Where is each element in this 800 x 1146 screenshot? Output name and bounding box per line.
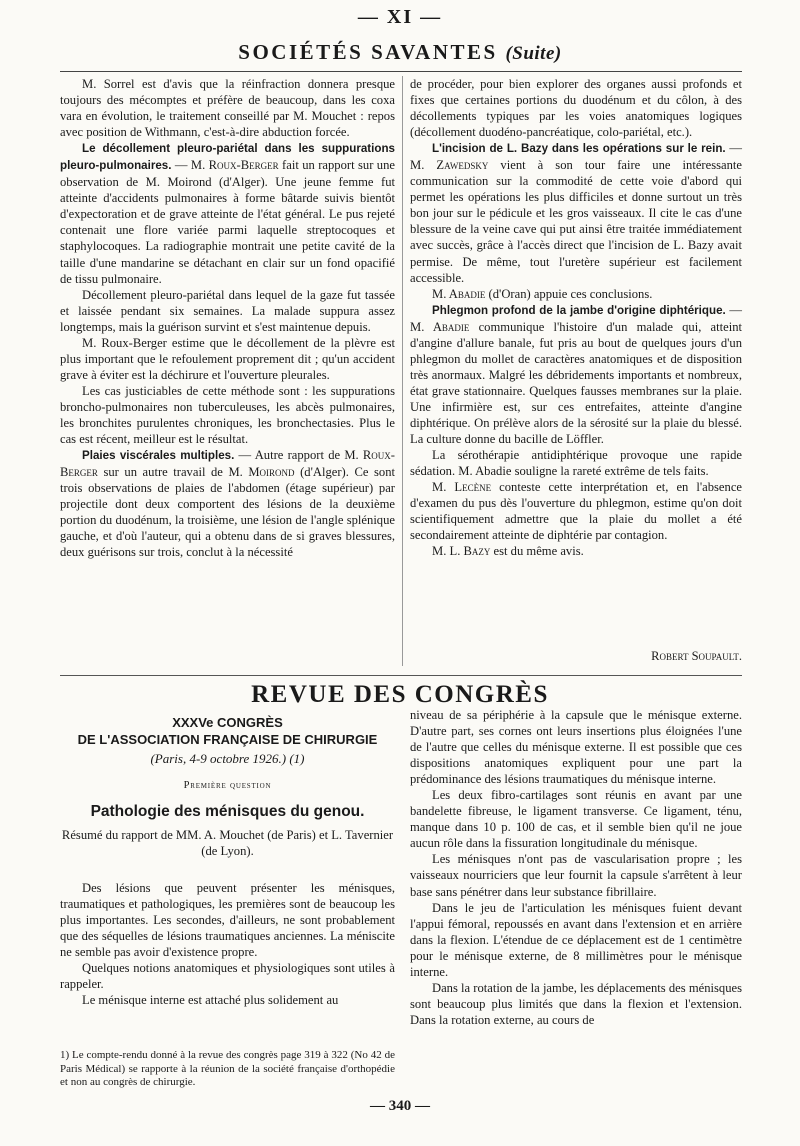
column-left-bottom (60, 880, 395, 1008)
paragraph-text: vient à son tour faire une intéressante communication sur la commodité de cette voie d'abord qui permet les opérations les plus difficiles et donne surtout un très bon jour sur le pédicule et les gros vaisseaux. Il cite le cas d'une blessure de la veine cave qui put ainsi être traitée immédiatement avec succès, grâce à l'accès direct que l'incision de L. Bazy avait permise. De même, tout l'uretère supérieur est facilement accessible. (410, 158, 742, 285)
paragraph: Les cas justiciables de cette méthode sont : les suppurations broncho-pulmonaires non tuberculeuses, les abcès pulmonaires, les bronchites purulentes chroniques, les bronchectasies. Plus le cas est récent, meilleur est le résultat. (60, 383, 395, 447)
signature: Robert Soupault. (651, 649, 742, 663)
paragraph: Dans le jeu de l'articulation les ménisques fuient devant l'appui fémoral, repoussés en avant dans l'extension et en arrière dans la flexion. L'étendue de ce déplacement est de 1 centimètre pour le ménisque externe, de 8 millimètres pour le ménisque interne. (410, 900, 742, 979)
paragraph: Les ménisques n'ont pas de vascularisation propre ; les vaisseaux nourriciers que leur fournit la capsule s'arrêtent à leur base sans pénétrer dans leur substance fibrillaire. (410, 852, 742, 899)
article-title: Pathologie des ménisques du genou. (90, 803, 365, 820)
column-right-bottom (410, 707, 742, 1028)
paragraph: niveau de sa périphérie à la capsule que le ménisque externe. D'autre part, ses cornes ont leurs insertions plus éloignées l'une de l'autre que celles du ménisque externe. Il est possible que ces dispositions anatomiques expliquent pour une part la prédominance des lésions traumatiques du ménisque interne. (410, 708, 742, 787)
article-heading: Phlegmon profond de la jambe d'origine diphtérique. (432, 303, 726, 317)
paragraph-text: est du même avis. (490, 544, 584, 559)
question-label: Première question (183, 780, 272, 791)
dash: — (171, 158, 191, 173)
paragraph: Phlegmon profond de la jambe d'origine diphtérique. — M. Abadie communique l'histoire d'un malade qui, atteint d'angine d'allure banale, fut pris au bout de quelques jours d'un phlegmon du mollet de caractères anatomiques et de disposition très anormaux. Malgré les débridements importants et nombreux, état grave stationnaire. Quelques fausses membranes sur la plaie. Une infirmière est, sur ces entrefaites, atteinte d'angine diphtérique. On prélève alors de la sérosité sur la plaie du blessé. La culture donne du bacille de Löffler. (410, 302, 743, 447)
author-name: M. Lecène (432, 480, 492, 495)
column-right-top (410, 76, 742, 559)
paragraph: M. Roux-Berger estime que le décollement de la plèvre est plus important que le refoulement proprement dit ; qu'un accident grave à éviter est la déchirure et l'ouverture pleurales. (60, 335, 395, 382)
author-name: M. Abadie (432, 286, 486, 301)
mid-rule (60, 675, 742, 676)
author-name: M. Moirond (228, 465, 295, 480)
revue-title: REVUE DES CONGRÈS (251, 681, 549, 708)
paragraph: Les deux fibro-cartilages sont réunis en avant par une bandelette fibreuse, le ligament transverse. Ce ligament, ténu, manque dans 10 p. 100 de cas, et il semble bien qu'il ne joue aucun rôle dans la fissuration longitudinale du ménisque. (410, 788, 742, 851)
report-summary: Résumé du rapport de MM. A. Mouchet (de Paris) et L. Tavernier (de Lyon). (61, 828, 394, 858)
paragraph-text: sur un autre travail de (97, 465, 229, 480)
paragraph-text: communique l'histoire d'un malade qui, atteint d'angine d'allure banale, fut pris au bout de quelques jours d'un phlegmon du mollet de caractères anatomiques et de disposition très anormaux. Malgré les débridements importants et nombreux, état grave stationnaire. Quelques fausses membranes sur la plaie. Une infirmière est, sur ces entrefaites, atteinte d'angine diphtérique. On prélève alors de la sérosité sur la plaie du blessé. La culture donne du bacille de Löffler. (410, 319, 742, 447)
section-title-suite: (Suite) (505, 43, 562, 64)
paragraph: Décollement pleuro-pariétal dans lequel de la gaze fut tassée et laissée pendant six semaines. La malade suppura assez longtemps, mais la guérison survint et s'est maintenue depuis. (60, 287, 395, 334)
paragraph: L'incision de L. Bazy dans les opérations sur le rein. — M. Zawedsky vient à son tour faire une intéressante communication sur la commodité de cette voie d'abord qui permet les opérations les plus difficiles et donne surtout un très bon jour sur le pédicule et les gros vaisseaux. Il cite le cas d'une blessure de la veine cave qui put ainsi être traitée immédiatement avec succès, grâce à l'accès direct que l'incision de L. Bazy avait permise. De même, tout l'uretère supérieur est facilement accessible. (410, 141, 742, 285)
footnote: 1) Le compte-rendu donné à la revue des congrès page 319 à 322 (No 42 de Paris Médical) se rapporte à la réunion de la société française d'orthopédie et non au congrès de chirurgie. (60, 1049, 395, 1088)
congress-header (60, 714, 395, 859)
column-separator (402, 76, 403, 666)
paragraph: Dans la rotation de la jambe, les déplacements des ménisques sont beaucoup plus limités que dans la flexion et l'extension. Dans la rotation externe, au cours de (410, 980, 742, 1027)
paragraph-text: conteste cette interprétation et, en l'absence d'examen du pus dès l'ouverture du phlegmon, estime qu'on doit scientifiquement admettre que la plaie du mollet a été secondairement atteinte de diphtérie par contagion. (410, 480, 742, 543)
congress-line-1: XXXVe CONGRÈS (172, 715, 283, 730)
paragraph-text: fait un rapport sur une observation de M. Moirond (d'Alger). Une jeune femme fut atteinte d'accidents pulmonaires à forme bâtarde suivis bientôt d'expectoration et de grave atteinte de l'état général. Le pus rejeté contenait une flore variée parmi laquelle streptocoques et staphylocoques. La radiographie montrait une petite cavité de la taille d'une mandarine se détachant en clair sur un fond opacifié de tissu pulmonaire. (60, 158, 395, 286)
paragraph: M. Sorrel est d'avis que la réinfraction donnera presque toujours des mécomptes et préfère de beaucoup, dans les coxa vara en évolution, le traitement conseillé par M. Mouchet : repos avec position de Withmann, c'est-à-dire abduction forcée. (60, 77, 395, 140)
column-left-top (60, 76, 395, 560)
author-name: M. Roux-Berger (60, 448, 395, 480)
paragraph: Des lésions que peuvent présenter les ménisques, traumatiques et pathologiques, les premières sont de beaucoup les plus importantes. Les secondes, d'ailleurs, ne sont probablement que des séquelles de lésions traumatiques anciennes. La méniscite ne semble pas avoir d'existence propre. (60, 881, 395, 960)
paragraph-text: (d'Oran) appuie ces conclusions. (485, 286, 653, 301)
paragraph (60, 447, 395, 560)
author-name: M. L. Bazy (432, 544, 491, 559)
article-heading: Plaies viscérales multiples. (82, 449, 235, 463)
paragraph: Quelques notions anatomiques et physiologiques sont utiles à rappeler. (60, 961, 395, 992)
author-name: M. Zawedsky (410, 158, 489, 173)
paragraph: La sérothérapie antidiphtérique provoque une rapide sédation. M. Abadie souligne la rareté extrême de tels faits. (410, 448, 742, 479)
page-number: — 340 — (370, 1098, 430, 1114)
author-name: M. Abadie (410, 319, 470, 334)
paragraph: Le ménisque interne est attaché plus solidement au (82, 993, 339, 1008)
paragraph (410, 286, 742, 302)
paragraph (60, 140, 395, 286)
article-heading: Le décollement pleuro-pariétal dans les suppurations pleuro-pulmonaires. (60, 142, 395, 173)
paragraph: de procéder, pour bien explorer des organes aussi profonds et fixes que certaines portions du duodénum et du côlon, à des décollements typiques par les voies anatomiques logiques (décollement duodéno-pancréatique, colo-pariétal, etc.). (410, 77, 742, 140)
paragraph (410, 543, 742, 559)
page-marker-top: — XI — (357, 6, 443, 28)
top-rule (60, 71, 742, 72)
congress-line-3: (Paris, 4-9 octobre 1926.) (1) (150, 751, 305, 766)
section-title (0, 40, 800, 65)
author-name: M. Roux-Berger (190, 158, 279, 173)
article-heading: L'incision de L. Bazy dans les opérations sur le rein. (432, 142, 726, 156)
paragraph-text: — Autre rapport de (234, 448, 345, 463)
paragraph-text: (d'Alger). Ce sont trois observations de plaies de l'abdomen (étage supérieur) par projectile dont deux comportent des lésions de la deuxième portion du duodénum, la troisième, une lésion de l'angle splénique gauche, et d'où l'auteur, qui a obtenu dans de si graves blessures, deux guérisons sur trois, conclut à la nécessité (60, 465, 395, 560)
paragraph (410, 479, 742, 543)
section-title-text: SOCIÉTÉS SAVANTES (238, 40, 498, 64)
congress-line-2: DE L'ASSOCIATION FRANÇAISE DE CHIRURGIE (77, 732, 378, 747)
